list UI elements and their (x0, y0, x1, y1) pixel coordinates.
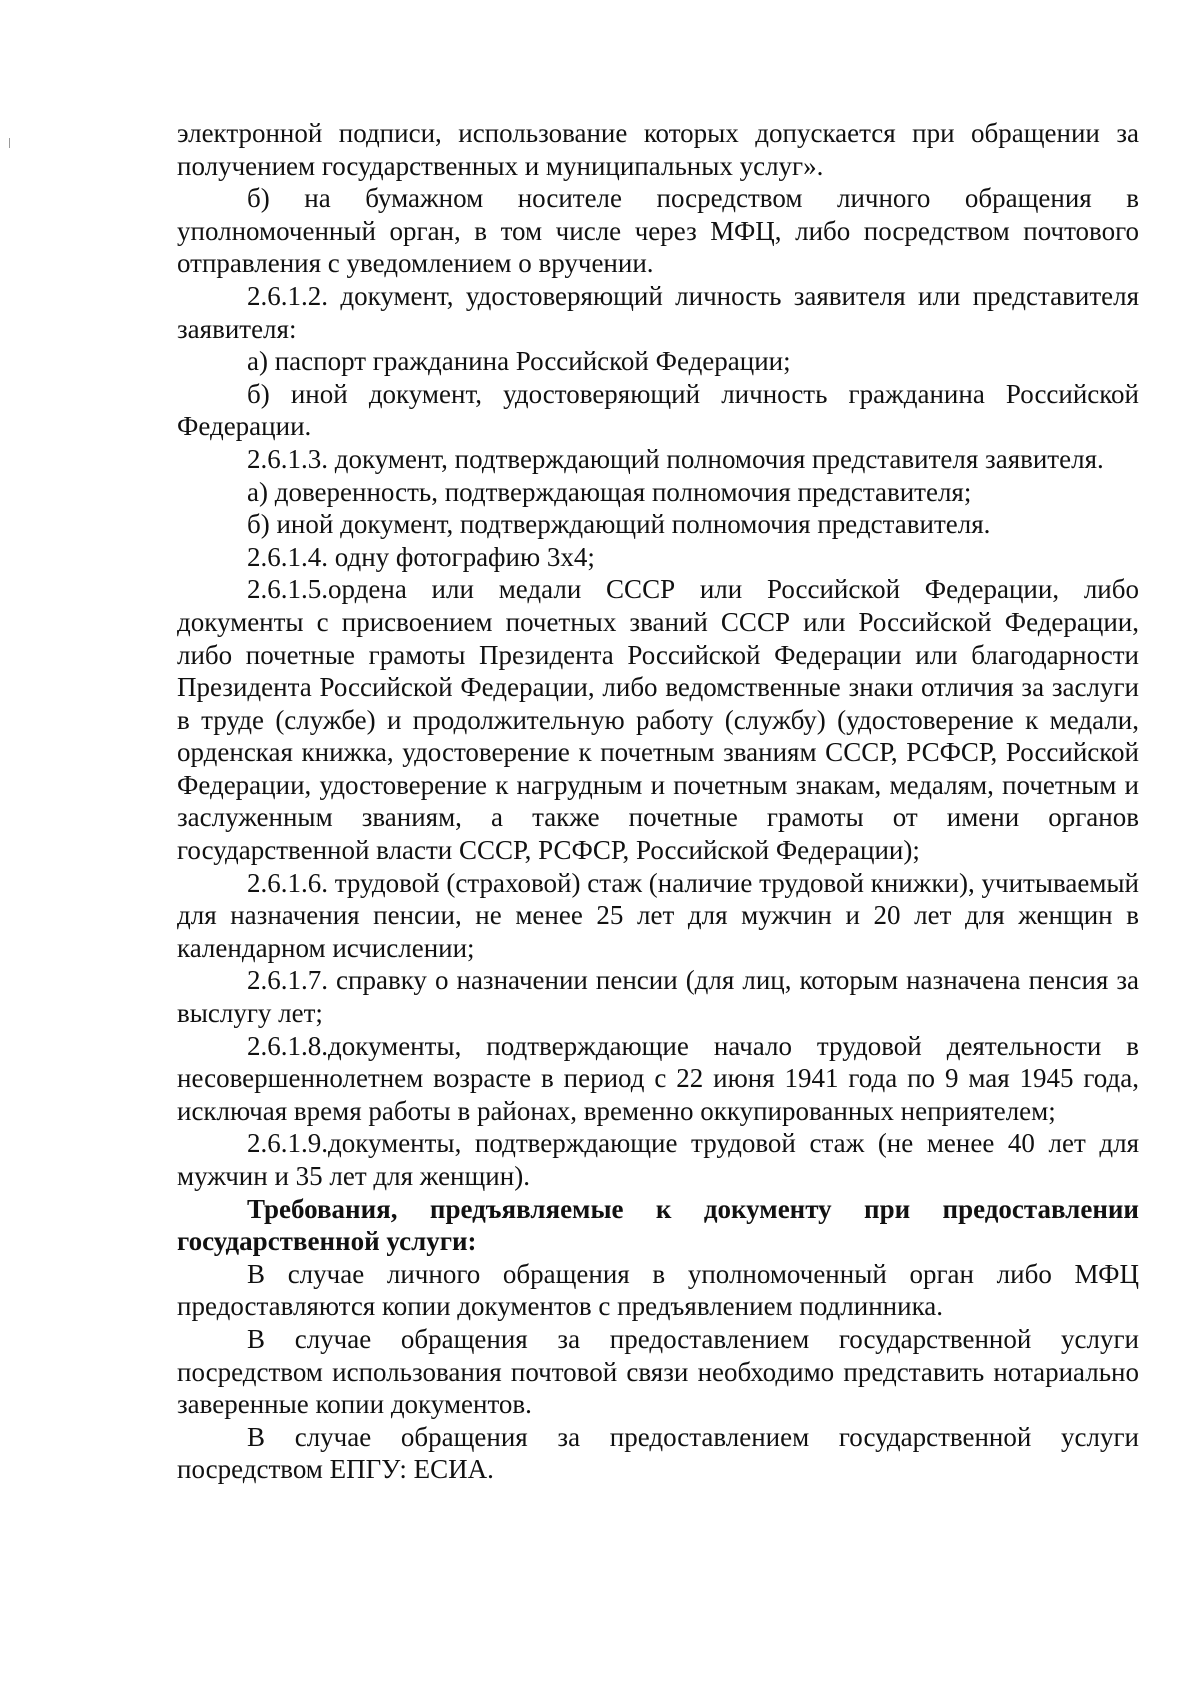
paragraph-epgu: В случае обращения за предоставлением государственной услуги посредством ЕПГУ: ЕСИА. (177, 1421, 1139, 1485)
paragraph-2-6-1-2: 2.6.1.2. документ, удостоверяющий личность заявителя или представителя заявителя: (177, 280, 1139, 344)
document-body (177, 117, 1139, 1486)
paragraph-power-of-attorney: а) доверенность, подтверждающая полномочия представителя; (247, 476, 972, 507)
paragraph-passport: а) паспорт гражданина Российской Федерации; (247, 346, 791, 377)
paragraph-other-id: б) иной документ, удостоверяющий личность гражданина Российской Федерации. (177, 378, 1139, 442)
paragraph-paper-submission: б) на бумажном носителе посредством личного обращения в уполномоченный орган, в том числе через МФЦ, либо посредством почтового отправления с уведомлением о вручении. (177, 183, 1139, 279)
scan-edge-mark (9, 138, 10, 148)
paragraph-2-6-1-8: 2.6.1.8.документы, подтверждающие начало трудовой деятельности в несовершеннолетнем возрасте в период с 22 июня 1941 года по 9 мая 1945 года, исключая время работы в районах, временно оккупированных неприятелем; (177, 1030, 1139, 1126)
section-heading-requirements: Требования, предъявляемые к документу при предоставлении государственной услуги: (177, 1193, 1139, 1257)
paragraph-other-authority: б) иной документ, подтверждающий полномочия представителя. (247, 509, 991, 540)
paragraph-signature-end: электронной подписи, использование которых допускается при обращении за получением государственных и муниципальных услуг». (177, 118, 1139, 181)
paragraph-2-6-1-5: 2.6.1.5.ордена или медали СССР или Российской Федерации, либо документы с присвоением почетных званий СССР или Российской Федерации, либо почетные грамоты Президента Российской Федерации или благодарности Президента Российской Федерации, либо ведомственные знаки отличия за заслуги в труде (службе) и продолжительную работу (службу) (удостоверение к медали, орденская книжка, удостоверение к почетным званиям СССР, РСФСР, Российской Федерации, удостоверение к нагрудным и почетным знакам, медалям, почетным и заслуженным званиям, а также почетные грамоты от имени органов государственной власти СССР, РСФСР, Российской Федерации); (177, 574, 1139, 866)
paragraph-postal: В случае обращения за предоставлением государственной услуги посредством использования почтовой связи необходимо представить нотариально заверенные копии документов. (177, 1323, 1139, 1420)
paragraph-2-6-1-9: 2.6.1.9.документы, подтверждающие трудовой стаж (не менее 40 лет для мужчин и 35 лет для женщин). (177, 1128, 1139, 1191)
paragraph-2-6-1-6: 2.6.1.6. трудовой (страховой) стаж (наличие трудовой книжки), учитываемый для назначения пенсии, не менее 25 лет для мужчин и 20 лет для женщин в календарном исчислении; (177, 867, 1139, 963)
paragraph-2-6-1-7: 2.6.1.7. справку о назначении пенсии (для лиц, которым назначена пенсия за выслугу лет; (177, 965, 1139, 1029)
paragraph-2-6-1-3: 2.6.1.3. документ, подтверждающий полномочия представителя заявителя. (247, 443, 1104, 474)
paragraph-2-6-1-4: 2.6.1.4. одну фотографию 3х4; (247, 541, 595, 572)
paragraph-personal-visit: В случае личного обращения в уполномоченный орган либо МФЦ предоставляются копии документов с предъявлением подлинника. (177, 1258, 1139, 1322)
